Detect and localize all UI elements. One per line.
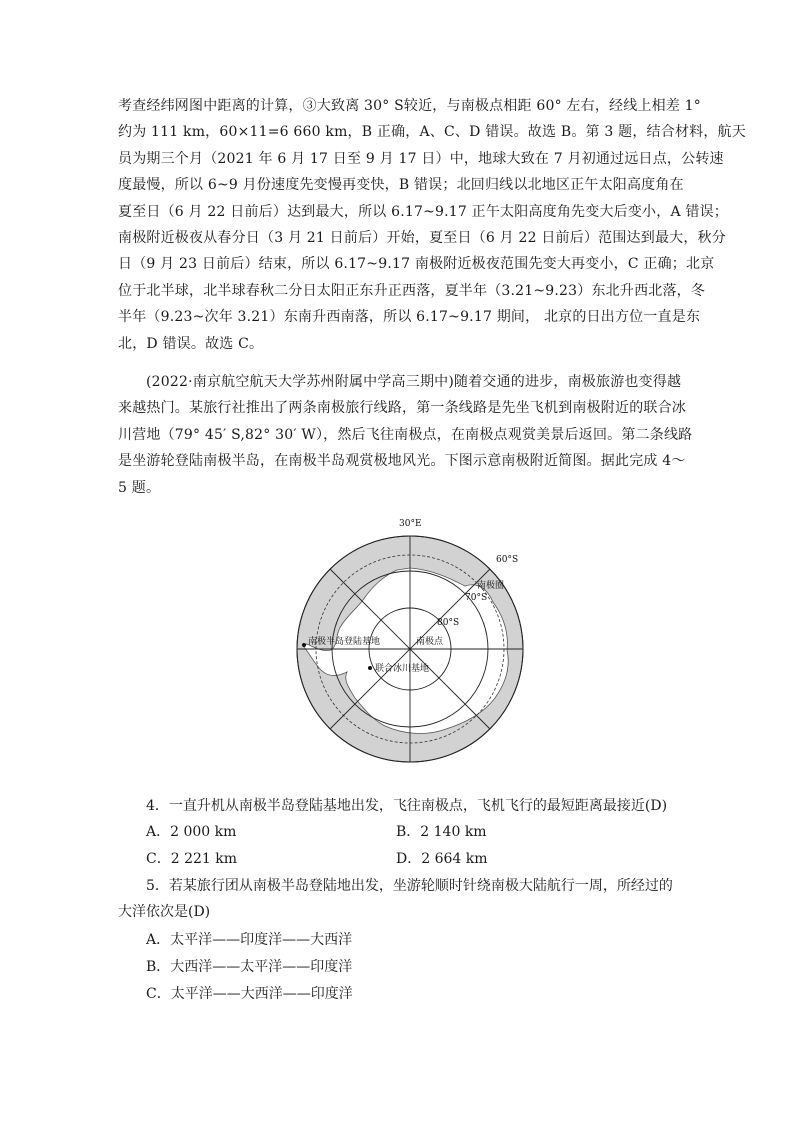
question-4-option-c: C．2 221 km <box>146 851 237 867</box>
label-60s: 60°S <box>496 555 519 565</box>
explanation-line: 考查经纬网图中距离的计算，③大致离 30° S较近，与南极点相距 60° 左右，经线上相差 1° <box>118 98 701 114</box>
antarctica-map <box>285 512 535 772</box>
label-south-pole: 南极点 <box>416 637 444 647</box>
label-70s: 70°S <box>465 593 488 603</box>
material-line: 川营地（79° 45′ S,82° 30′ W），然后飞往南极点，在南极点观赏美景后返回。第二条线路 <box>118 426 693 443</box>
explanation-line: 约为 111 km，60×11=6 660 km，B 正确，A、C、D 错误。故选 B。第 3 题，结合材料，航天 <box>118 124 746 141</box>
material-line: 来越热门。某旅行社推出了两条南极旅行线路，第一条线路是先坐飞机到南极附近的联合冰 <box>118 400 686 417</box>
question-4-stem: 4．一直升机从南极半岛登陆基地出发，飞往南极点，飞机飞行的最短距离最接近(D) <box>146 798 668 814</box>
label-80s: 80°S <box>437 618 460 628</box>
explanation-line: 度最慢，所以 6~9 月份速度先变慢再变快，B 错误；北回归线以北地区正午太阳高度角在 <box>118 177 684 194</box>
label-polar-circle: 南极圈 <box>477 581 505 591</box>
explanation-line: 北，D 错误。故选 C。 <box>118 335 264 352</box>
label-30e: 30°E <box>399 519 422 529</box>
question-4-option-b: B．2 140 km <box>396 824 487 840</box>
material-line: (2022·南京航空航天大学苏州附属中学高三期中)随着交通的进步，南极旅游也变得越 <box>146 374 682 390</box>
material-paragraph <box>118 369 693 501</box>
union-glacier-marker <box>368 666 372 670</box>
explanation-line: 夏至日（6 月 22 日前后）达到最大，所以 6.17~9.17 正午太阳高度角先变大后变小，A 错误； <box>118 203 729 220</box>
explanation-line: 日（9 月 23 日前后）结束，所以 6.17~9.17 南极附近极夜范围先变大再变小，C 正确；北京 <box>118 256 715 273</box>
explanation-line: 位于北半球，北半球春秋二分日太阳正东升正西落，夏半年（3.21~9.23）东北升西北落，冬 <box>118 282 706 299</box>
material-line: 是坐游轮登陆南极半岛，在南极半岛观赏极地风光。下图示意南极附近简图。据此完成 4～ <box>118 453 686 470</box>
explanation-paragraph <box>118 93 746 357</box>
question-5-option-c: C．太平洋——大西洋——印度洋 <box>146 986 353 1002</box>
question-5-option-a: A．太平洋——印度洋——大西洋 <box>146 932 353 948</box>
question-5-option-b: B．大西洋——太平洋——印度洋 <box>146 959 353 975</box>
question-4-option-d: D．2 664 km <box>396 851 488 867</box>
material-line: 5 题。 <box>118 479 161 496</box>
question-4-option-a: A．2 000 km <box>146 824 237 840</box>
peninsula-base-marker <box>302 643 306 647</box>
label-peninsula-base: 南极半岛登陆基地 <box>308 637 381 647</box>
explanation-line: 半年（9.23~次年 3.21）东南升西南落，所以 6.17~9.17 期间， 北京的日出方位一直是东 <box>118 309 701 326</box>
question-5-stem-line1: 5．若某旅行团从南极半岛登陆地出发，坐游轮顺时针绕南极大陆航行一周，所经过的 <box>146 878 673 894</box>
label-union-glacier: 联合冰川基地 <box>375 664 430 674</box>
explanation-line: 南极附近极夜从春分日（3 月 21 日前后）开始，夏至日（6 月 22 日前后）范围达到最大，秋分 <box>118 230 726 247</box>
question-5-stem-line2: 大洋依次是(D) <box>118 904 211 920</box>
explanation-line: 员为期三个月（2021 年 6 月 17 日至 9 月 17 日）中，地球大致在 7 月初通过远日点，公转速 <box>118 150 724 167</box>
